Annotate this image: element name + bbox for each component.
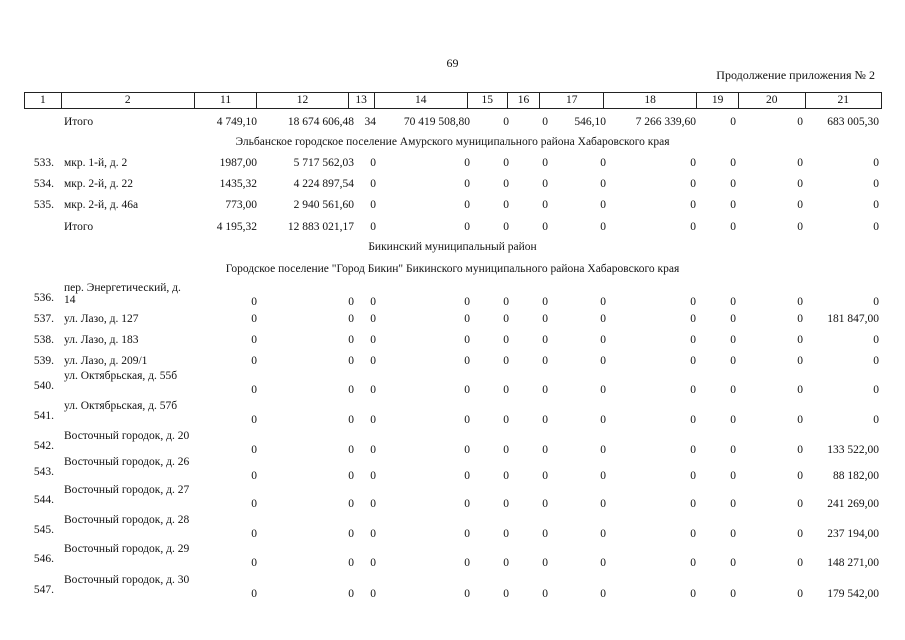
header-cell-16: 16: [508, 93, 541, 108]
row-address: Восточный городок, д. 30: [64, 574, 190, 586]
cell-col-21: 0: [873, 334, 879, 346]
cell-col-16: 0: [542, 470, 548, 482]
cell-col-15: 0: [503, 157, 509, 169]
cell-col-12: 0: [348, 588, 354, 600]
cell-col-11: 0: [251, 444, 257, 456]
cell-col-21: 0: [873, 414, 879, 426]
cell-col-21: 148 271,00: [827, 557, 879, 569]
cell-col-20: 0: [797, 444, 803, 456]
row-number: 536.: [33, 292, 54, 304]
cell-col-16: 0: [542, 157, 548, 169]
cell-col-13: 0: [370, 384, 376, 396]
cell-col-11: 0: [251, 313, 257, 325]
cell-col-11: 4 195,32: [216, 221, 257, 233]
cell-col-16: 0: [542, 498, 548, 510]
section-heading: Городское поселение "Город Бикин" Бикинского муниципального района Хабаровского края: [225, 263, 680, 275]
row-address: мкр. 2-й, д. 46а: [64, 199, 139, 211]
cell-col-12: 18 674 606,48: [287, 116, 354, 128]
cell-col-13: 0: [370, 157, 376, 169]
cell-col-19: 0: [730, 199, 736, 211]
cell-col-18: 0: [690, 528, 696, 540]
header-cell-12: 12: [257, 93, 348, 108]
row-number: 538.: [33, 334, 54, 346]
section-heading: Эльбанское городское поселение Амурского муниципального района Хабаровского края: [235, 136, 670, 148]
cell-col-16: 0: [542, 296, 548, 308]
header-cell-15: 15: [468, 93, 508, 108]
cell-col-14: 0: [464, 221, 470, 233]
cell-col-18: 0: [690, 557, 696, 569]
cell-col-13: 0: [370, 178, 376, 190]
cell-col-20: 0: [797, 355, 803, 367]
row-address: ул. Лазо, д. 209/1: [64, 355, 148, 367]
cell-col-11: 0: [251, 414, 257, 426]
cell-col-12: 0: [348, 384, 354, 396]
cell-col-11: 773,00: [225, 199, 257, 211]
cell-col-20: 0: [797, 588, 803, 600]
cell-col-12: 0: [348, 313, 354, 325]
cell-col-21: 241 269,00: [827, 498, 879, 510]
cell-col-19: 0: [730, 444, 736, 456]
row-address: мкр. 1-й, д. 2: [64, 157, 128, 169]
cell-col-16: 0: [542, 313, 548, 325]
cell-col-20: 0: [797, 384, 803, 396]
cell-col-21: 0: [873, 199, 879, 211]
cell-col-19: 0: [730, 221, 736, 233]
cell-col-14: 0: [464, 444, 470, 456]
cell-col-13: 0: [370, 296, 376, 308]
cell-col-12: 5 717 562,03: [293, 157, 354, 169]
cell-col-14: 70 419 508,80: [403, 116, 470, 128]
cell-col-19: 0: [730, 178, 736, 190]
cell-col-19: 0: [730, 498, 736, 510]
cell-col-18: 0: [690, 498, 696, 510]
cell-col-11: 1987,00: [219, 157, 257, 169]
cell-col-18: 0: [690, 444, 696, 456]
cell-col-18: 0: [690, 199, 696, 211]
row-address: ул. Октябрьская, д. 55б: [64, 370, 178, 382]
cell-col-16: 0: [542, 444, 548, 456]
cell-col-17: 0: [600, 199, 606, 211]
cell-col-18: 0: [690, 355, 696, 367]
header-cell-11: 11: [195, 93, 258, 108]
cell-col-15: 0: [503, 334, 509, 346]
cell-col-16: 0: [542, 199, 548, 211]
cell-col-15: 0: [503, 313, 509, 325]
cell-col-18: 0: [690, 157, 696, 169]
cell-col-18: 0: [690, 178, 696, 190]
cell-col-13: 0: [370, 414, 376, 426]
cell-col-14: 0: [464, 528, 470, 540]
cell-col-14: 0: [464, 178, 470, 190]
continuation-note: Продолжение приложения № 2: [716, 68, 875, 82]
cell-col-12: 0: [348, 355, 354, 367]
cell-col-17: 0: [600, 384, 606, 396]
cell-col-18: 0: [690, 313, 696, 325]
row-number: 542.: [33, 440, 54, 452]
cell-col-16: 0: [542, 588, 548, 600]
cell-col-13: 0: [370, 221, 376, 233]
cell-col-12: 0: [348, 528, 354, 540]
cell-col-14: 0: [464, 296, 470, 308]
cell-col-12: 2 940 561,60: [293, 199, 354, 211]
cell-col-20: 0: [797, 414, 803, 426]
cell-col-11: 0: [251, 384, 257, 396]
row-number: 533.: [33, 157, 54, 169]
cell-col-12: 0: [348, 498, 354, 510]
cell-col-20: 0: [797, 334, 803, 346]
header-cell-21: 21: [837, 94, 850, 106]
cell-col-19: 0: [730, 313, 736, 325]
cell-col-14: 0: [464, 498, 470, 510]
header-cell-20: 20: [739, 93, 806, 108]
header-cell-1: 1: [25, 93, 62, 108]
cell-col-15: 0: [503, 199, 509, 211]
cell-col-15: 0: [503, 296, 509, 308]
cell-col-14: 0: [464, 588, 470, 600]
row-number: 540.: [33, 380, 54, 392]
cell-col-17: 0: [600, 528, 606, 540]
row-address: Итого: [64, 116, 94, 128]
cell-col-18: 0: [690, 470, 696, 482]
cell-col-17: 0: [600, 557, 606, 569]
cell-col-17: 0: [600, 296, 606, 308]
cell-col-11: 0: [251, 296, 257, 308]
cell-col-20: 0: [797, 157, 803, 169]
cell-col-19: 0: [730, 116, 736, 128]
row-address: ул. Лазо, д. 127: [64, 313, 139, 325]
header-cell-13: 13: [349, 93, 375, 108]
cell-col-20: 0: [797, 528, 803, 540]
header-cell-2: 2: [62, 93, 195, 108]
row-address: пер. Энергетический, д. 14: [64, 282, 181, 306]
cell-col-17: 546,10: [574, 116, 606, 128]
cell-col-11: 4 749,10: [216, 116, 257, 128]
row-number: 544.: [33, 494, 54, 506]
cell-col-17: 0: [600, 355, 606, 367]
cell-col-17: 0: [600, 178, 606, 190]
row-number: 547.: [33, 584, 54, 596]
cell-col-14: 0: [464, 355, 470, 367]
page-number: 69: [446, 56, 459, 70]
cell-col-15: 0: [503, 384, 509, 396]
row-address: Восточный городок, д. 26: [64, 456, 190, 468]
cell-col-12: 4 224 897,54: [293, 178, 354, 190]
cell-col-20: 0: [797, 498, 803, 510]
cell-col-21: 0: [873, 157, 879, 169]
cell-col-19: 0: [730, 557, 736, 569]
cell-col-18: 0: [690, 296, 696, 308]
row-number: 535.: [33, 199, 54, 211]
header-cell-18: 18: [604, 93, 697, 108]
row-address: Восточный городок, д. 27: [64, 484, 190, 496]
cell-col-12: 0: [348, 444, 354, 456]
cell-col-14: 0: [464, 384, 470, 396]
cell-col-16: 0: [542, 557, 548, 569]
cell-col-18: 0: [690, 384, 696, 396]
cell-col-11: 0: [251, 588, 257, 600]
cell-col-13: 0: [370, 470, 376, 482]
cell-col-14: 0: [464, 334, 470, 346]
cell-col-18: 0: [690, 414, 696, 426]
row-number: 543.: [33, 466, 54, 478]
cell-col-21: 237 194,00: [827, 528, 879, 540]
cell-col-14: 0: [464, 414, 470, 426]
cell-col-12: 0: [348, 470, 354, 482]
cell-col-20: 0: [797, 178, 803, 190]
cell-col-13: 0: [370, 334, 376, 346]
cell-col-19: 0: [730, 157, 736, 169]
cell-col-17: 0: [600, 588, 606, 600]
cell-col-17: 0: [600, 444, 606, 456]
cell-col-11: 0: [251, 334, 257, 346]
cell-col-19: 0: [730, 384, 736, 396]
cell-col-19: 0: [730, 470, 736, 482]
cell-col-19: 0: [730, 414, 736, 426]
row-address: Восточный городок, д. 20: [64, 430, 190, 442]
cell-col-12: 0: [348, 557, 354, 569]
cell-col-14: 0: [464, 313, 470, 325]
section-heading: Бикинский муниципальный район: [368, 241, 537, 253]
cell-col-19: 0: [730, 296, 736, 308]
cell-col-20: 0: [797, 313, 803, 325]
row-address: ул. Октябрьская, д. 57б: [64, 400, 178, 412]
cell-col-16: 0: [542, 221, 548, 233]
cell-col-20: 0: [797, 199, 803, 211]
cell-col-14: 0: [464, 157, 470, 169]
header-cell-14: 14: [375, 93, 468, 108]
cell-col-19: 0: [730, 355, 736, 367]
row-address: Восточный городок, д. 29: [64, 543, 190, 555]
row-address: Восточный городок, д. 28: [64, 514, 190, 526]
row-number: 545.: [33, 524, 54, 536]
cell-col-11: 0: [251, 498, 257, 510]
row-number: 537.: [33, 313, 54, 325]
cell-col-18: 0: [690, 334, 696, 346]
cell-col-12: 12 883 021,17: [287, 221, 354, 233]
cell-col-16: 0: [542, 528, 548, 540]
cell-col-15: 0: [503, 355, 509, 367]
cell-col-17: 0: [600, 414, 606, 426]
cell-col-16: 0: [542, 116, 548, 128]
cell-col-15: 0: [503, 588, 509, 600]
cell-col-21: 0: [873, 355, 879, 367]
cell-col-18: 0: [690, 221, 696, 233]
cell-col-19: 0: [730, 334, 736, 346]
cell-col-15: 0: [503, 414, 509, 426]
row-address: Итого: [64, 221, 94, 233]
cell-col-21: 0: [873, 221, 879, 233]
row-address: мкр. 2-й, д. 22: [64, 178, 133, 190]
cell-col-11: 0: [251, 355, 257, 367]
cell-col-12: 0: [348, 414, 354, 426]
cell-col-17: 0: [600, 498, 606, 510]
cell-col-11: 0: [251, 528, 257, 540]
cell-col-14: 0: [464, 557, 470, 569]
cell-col-20: 0: [797, 116, 803, 128]
cell-col-13: 0: [370, 588, 376, 600]
cell-col-21: 0: [873, 384, 879, 396]
cell-col-21: 0: [873, 178, 879, 190]
cell-col-18: 7 266 339,60: [635, 116, 696, 128]
cell-col-13: 34: [364, 116, 376, 128]
cell-col-11: 0: [251, 470, 257, 482]
cell-col-15: 0: [503, 178, 509, 190]
cell-col-17: 0: [600, 470, 606, 482]
cell-col-21: 179 542,00: [827, 588, 879, 600]
cell-col-20: 0: [797, 557, 803, 569]
cell-col-15: 0: [503, 221, 509, 233]
cell-col-12: 0: [348, 334, 354, 346]
cell-col-11: 0: [251, 557, 257, 569]
cell-col-12: 0: [348, 296, 354, 308]
cell-col-19: 0: [730, 528, 736, 540]
cell-col-20: 0: [797, 470, 803, 482]
cell-col-13: 0: [370, 557, 376, 569]
cell-col-14: 0: [464, 470, 470, 482]
cell-col-13: 0: [370, 528, 376, 540]
cell-col-20: 0: [797, 296, 803, 308]
cell-col-19: 0: [730, 588, 736, 600]
row-number: 541.: [33, 410, 54, 422]
cell-col-21: 0: [873, 296, 879, 308]
row-number: 546.: [33, 553, 54, 565]
cell-col-13: 0: [370, 444, 376, 456]
cell-col-15: 0: [503, 444, 509, 456]
cell-col-16: 0: [542, 178, 548, 190]
cell-col-15: 0: [503, 557, 509, 569]
table-header: [24, 92, 882, 109]
cell-col-16: 0: [542, 414, 548, 426]
cell-col-15: 0: [503, 528, 509, 540]
cell-col-14: 0: [464, 199, 470, 211]
cell-col-16: 0: [542, 355, 548, 367]
cell-col-16: 0: [542, 334, 548, 346]
row-address: ул. Лазо, д. 183: [64, 334, 139, 346]
row-number: 539.: [33, 355, 54, 367]
cell-col-11: 1435,32: [219, 178, 257, 190]
cell-col-13: 0: [370, 199, 376, 211]
cell-col-16: 0: [542, 384, 548, 396]
cell-col-15: 0: [503, 116, 509, 128]
cell-col-21: 133 522,00: [827, 444, 879, 456]
cell-col-21: 181 847,00: [827, 313, 879, 325]
cell-col-13: 0: [370, 313, 376, 325]
cell-col-17: 0: [600, 313, 606, 325]
cell-col-13: 0: [370, 498, 376, 510]
cell-col-17: 0: [600, 157, 606, 169]
cell-col-17: 0: [600, 221, 606, 233]
cell-col-21: 683 005,30: [827, 116, 879, 128]
cell-col-17: 0: [600, 334, 606, 346]
cell-col-15: 0: [503, 470, 509, 482]
header-cell-17: 17: [540, 93, 604, 108]
row-number: 534.: [33, 178, 54, 190]
cell-col-15: 0: [503, 498, 509, 510]
cell-col-18: 0: [690, 588, 696, 600]
cell-col-20: 0: [797, 221, 803, 233]
cell-col-13: 0: [370, 355, 376, 367]
cell-col-21: 88 182,00: [833, 470, 879, 482]
header-cell-19: 19: [697, 93, 739, 108]
